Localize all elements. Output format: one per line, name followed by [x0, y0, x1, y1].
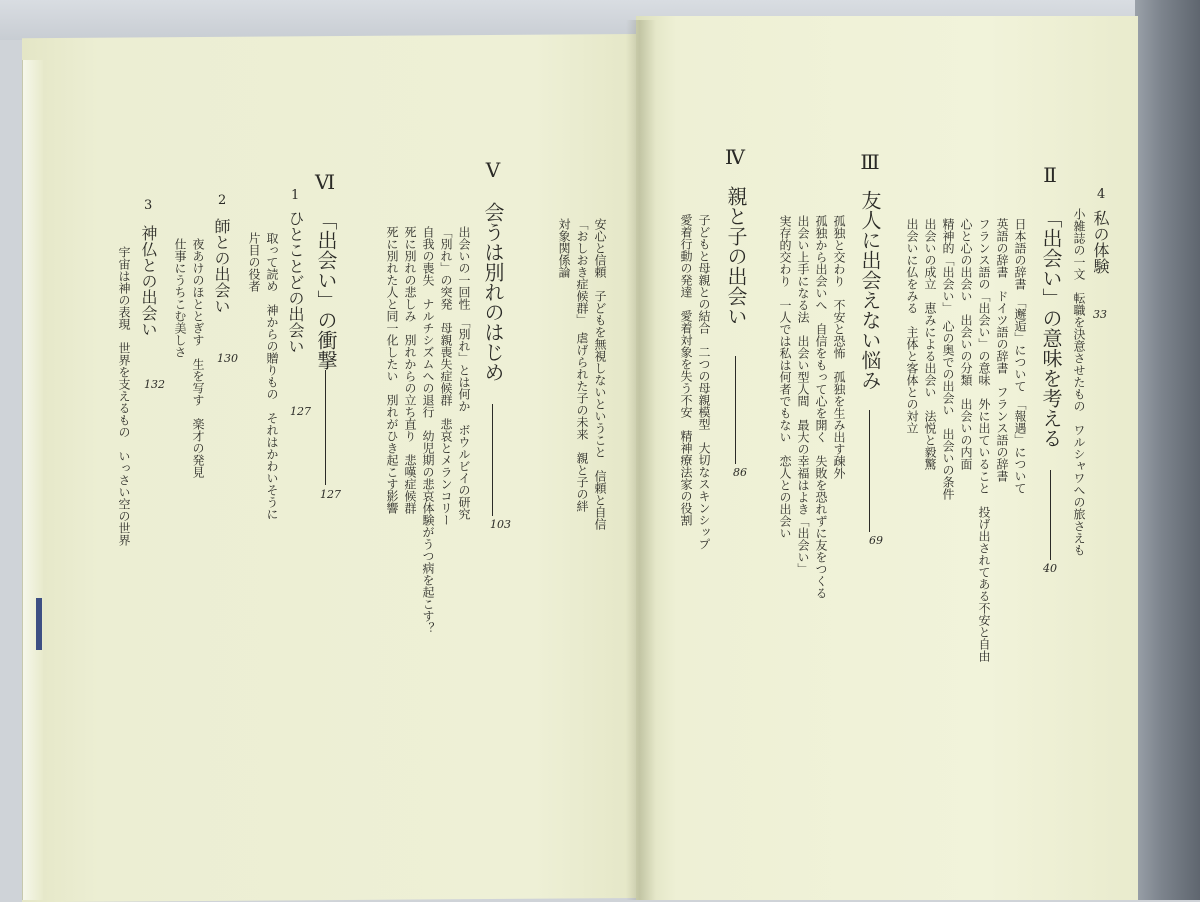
- chapter-6-page: 127: [320, 488, 341, 501]
- right-page: [636, 16, 1138, 900]
- chapter-5-title: 会うは別れのはじめ: [481, 202, 505, 382]
- section-4-page: 33: [1093, 308, 1107, 321]
- chapter-2-title: 「出会い」の意味を考える: [1039, 208, 1063, 448]
- section-3-page: 132: [144, 378, 165, 391]
- section-2-page: 130: [217, 352, 238, 365]
- chapter-4-line-1: 子どもと母親との結合 二つの母親模型 大切なスキンシップ: [697, 214, 711, 550]
- chapter-4-cont-line-1: 安心と信頼 子どもを無視しないということ 信頼と自信: [593, 218, 607, 530]
- chapter-5-rule: [492, 404, 493, 516]
- book-edge: [22, 60, 43, 900]
- gutter-shadow: [626, 20, 656, 900]
- chapter-5-line-3: 自我の喪失 ナルチシズムへの退行 幼児期の悲哀体験がうつ病を起こす？: [421, 226, 435, 634]
- chapter-2-page: 40: [1043, 562, 1057, 575]
- chapter-4-rule: [735, 356, 736, 464]
- chapter-2-line-3: フランス語の「出会い」の意味 外に出ていること 投げ出されてある不安と自由: [977, 218, 991, 662]
- chapter-5-line-5: 死に別れた人と同一化したい 別れがひき起こす影響: [385, 226, 399, 514]
- chapter-5-roman: Ⅴ: [481, 158, 505, 182]
- section-2-line-1: 夜あけのほととぎす 生を写す 楽才の発見: [191, 238, 205, 478]
- section-4-title: 私の体験: [1091, 210, 1110, 274]
- section-3-line-1: 宇宙は神の表現 世界を支えるもの いっさい空の世界: [117, 246, 131, 546]
- chapter-2-line-2: 英語の辞書 ドイツ語の辞書 フランス語の辞書: [995, 218, 1009, 482]
- section-2-title: 師との出会い: [212, 218, 231, 314]
- chapter-3-title: 友人に出会えない悩み: [858, 190, 882, 390]
- section-4-number: 4: [1097, 187, 1106, 202]
- section-1-line-1: 取って読め 神からの贈りもの それはかわいそうに: [265, 232, 279, 520]
- chapter-4-roman: Ⅳ: [723, 145, 747, 169]
- backdrop-right: [1135, 0, 1200, 900]
- chapter-6-rule: [325, 370, 326, 485]
- chapter-5-line-4: 死に別れの悲しみ 別れからの立ち直り 悲嘆症候群: [403, 226, 417, 514]
- chapter-3-rule: [869, 410, 870, 532]
- chapter-2-roman: Ⅱ: [1038, 163, 1062, 187]
- chapter-2-line-7: 出会いに仏をみる 主体と客体との対立: [905, 218, 919, 434]
- section-3-number: 3: [144, 198, 153, 213]
- chapter-4-page: 86: [733, 466, 747, 479]
- chapter-5-line-1: 出会いの一回性 「別れ」とは何か ボウルビイの研究: [457, 226, 471, 520]
- chapter-4-cont-line-3: 対象関係論: [557, 218, 571, 278]
- section-1-line-2: 片目の役者: [247, 232, 261, 292]
- chapter-2-line-6: 出会いの成立 恵みによる出会い 法悦と毅驚: [923, 218, 937, 470]
- section-2-line-2: 仕事にうちこむ美しさ: [173, 238, 187, 358]
- chapter-6-title: 「出会い」の衝撃: [314, 210, 338, 370]
- chapter-3-page: 69: [869, 534, 883, 547]
- chapter-6-roman: Ⅵ: [313, 170, 337, 194]
- section-1-page: 127: [290, 405, 311, 418]
- chapter-4-cont-line-2: 「おしおき症候群」 虐げられた子の未来 親と子の絆: [575, 218, 589, 512]
- chapter-2-line-1: 日本語の辞書 「邂逅」について 「報遇」について: [1013, 218, 1027, 494]
- bookmark-ribbon: [36, 598, 42, 650]
- chapter-2-line-5: 精神的「出会い」 心の奥での出会い 出会いの条件: [941, 218, 955, 500]
- chapter-5-page: 103: [490, 518, 511, 531]
- chapter-3-line-1: 孤独と交わり 不安と恐怖 孤独を生み出す疎外: [832, 215, 846, 479]
- chapter-2-rule: [1050, 470, 1051, 560]
- chapter-2-line-4: 心と心の出会い 出会いの分類 出会いの内面: [959, 218, 973, 470]
- section-1-title: ひとことどの出会い: [286, 210, 305, 354]
- section-2-number: 2: [218, 193, 227, 208]
- chapter-5-line-2: 「別れ」の突発 母親喪失症候群 悲哀とメランコリー: [439, 226, 453, 526]
- section-1-number: 1: [291, 188, 300, 203]
- section-3-title: 神仏との出会い: [139, 225, 158, 337]
- chapter-3-line-2: 孤独から出会いへ 自信をもって心を開く 失敗を恐れずに友をつくる: [814, 215, 828, 599]
- chapter-3-line-4: 実存的交わり 一人では私は何者でもない 恋人との出会い: [778, 215, 792, 539]
- chapter-3-roman: Ⅲ: [858, 150, 882, 174]
- chapter-4-line-2: 愛着行動の発達 愛着対象を失う不安 精神療法家の役割: [679, 214, 693, 526]
- chapter-4-title: 親と子の出会い: [724, 186, 748, 326]
- section-4-line-1: 小雑誌の一文 転職を決意させたもの ワルシャワへの旅さえも: [1072, 208, 1086, 556]
- chapter-3-line-3: 出会い上手になる法 出会い型人間 最大の幸福はよき「出会い」: [796, 215, 810, 575]
